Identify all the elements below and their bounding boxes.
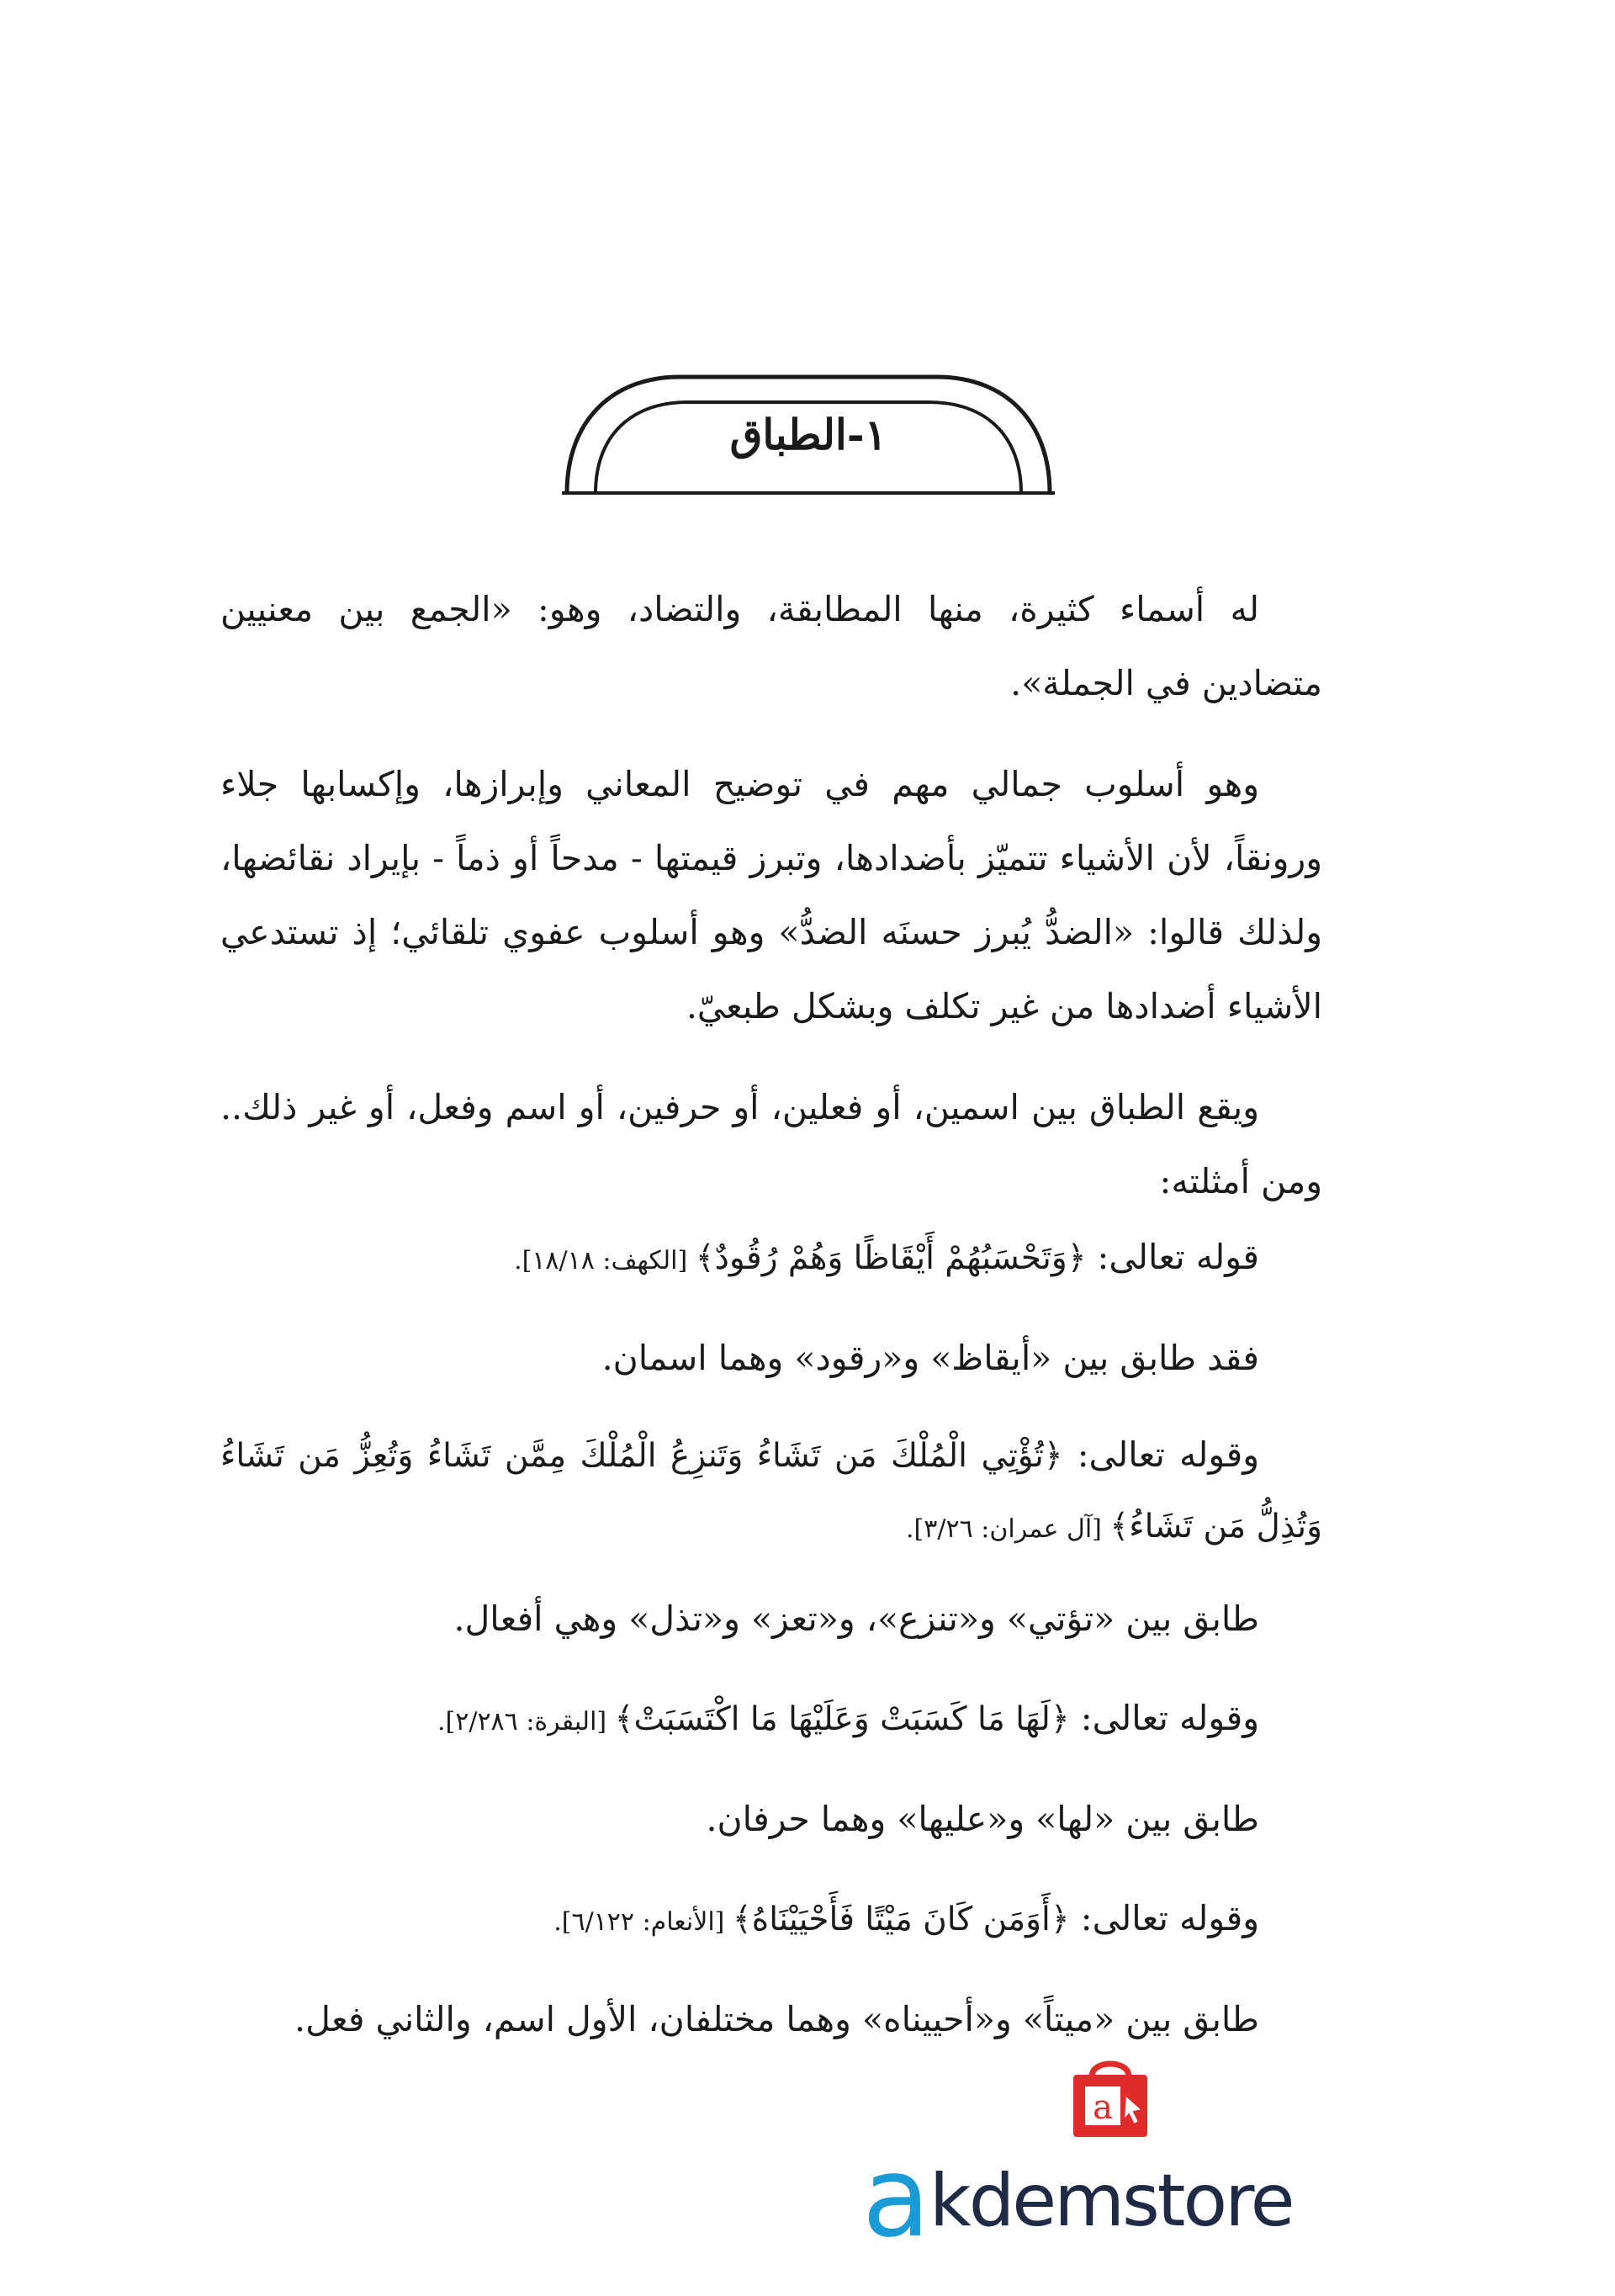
quran-verse: ﴿تُؤْتِي الْمُلْكَ مَن تَشَاءُ وَتَنزِعُ الْمُلْكَ مِمَّن تَشَاءُ وَتُعِزُّ مَن تَشَاءُ وَتُذِلُّ مَن تَشَاءُ﴾ [220, 1437, 1322, 1546]
example-verse [220, 1681, 1322, 1759]
store-logo-text: a kdemstore [862, 2133, 1293, 2263]
verse-intro: وقوله تعالى: [1062, 1434, 1259, 1475]
verse-reference: [البقرة: ٢/٢٨٦]. [437, 1707, 615, 1737]
example-comment: طابق بين «ميتاً» و«أحييناه» وهما مختلفان، الأول اسم، والثاني فعل. [294, 1999, 1259, 2039]
example-verse [220, 1881, 1322, 1959]
example-comment: طابق بين «لها» و«عليها» وهما حرفان. [706, 1799, 1259, 1839]
verse-reference: [آل عمران: ٣/٢٦]. [905, 1514, 1110, 1544]
section-title: ١-الطباق [729, 409, 887, 459]
example-verse [220, 1420, 1322, 1564]
example-comment: طابق بين «تؤتي» و«تنزع»، و«تعز» و«تذل» وهي أفعال. [453, 1599, 1259, 1639]
quran-verse: ﴿أَوَمَن كَانَ مَيْتًا فَأَحْيَيْنَاهُ﴾ [732, 1901, 1070, 1938]
verse-intro: قوله تعالى: [1086, 1237, 1259, 1277]
example-verse [220, 1220, 1322, 1298]
paragraph-text: ويقع الطباق بين اسمين، أو فعلين، أو حرفين، أو اسم وفعل، أو غير ذلك.. ومن أمثلته: [220, 1087, 1322, 1201]
verse-reference: [الكهف: ١٨/١٨]. [514, 1246, 696, 1275]
paragraph-description [220, 747, 1322, 1043]
verse-intro: وقوله تعالى: [1069, 1698, 1259, 1738]
verse-reference: [الأنعام: ٦/١٢٢]. [553, 1907, 733, 1937]
shopping-bag-icon [1067, 2053, 1154, 2140]
paragraph-definition [220, 572, 1322, 720]
section-title-banner [562, 370, 1055, 498]
quran-verse: ﴿وَتَحْسَبُهُمْ أَيْقَاظًا وَهُمْ رُقُودٌ﴾ [695, 1239, 1087, 1277]
store-logo [862, 2053, 1333, 2263]
svg-text:a: a [1093, 2088, 1113, 2127]
paragraph-types [220, 1070, 1322, 1218]
example-comment: فقد طابق بين «أيقاظ» و«رقود» وهما اسمان. [601, 1338, 1259, 1378]
paragraph-text: وهو أسلوب جمالي مهم في توضيح المعاني وإبرازها، وإكسابها جلاء ورونقاً، لأن الأشياء تتميّز بأضدادها، وتبرز قيمتها - مدحاً أو ذماً - بإيراد نقائضها، ولذلك قالوا: «الضدُّ يُبرز حسنَه الضدُّ» وهو أسلوب عفوي تلقائي؛ إذ تستدعي الأشياء أضدادها من غير تكلف وبشكل طبعيّ. [220, 764, 1322, 1026]
paragraph-text: له أسماء كثيرة، منها المطابقة، والتضاد، وهو: «الجمع بين معنيين متضادين في الجملة». [220, 589, 1322, 703]
verse-intro: وقوله تعالى: [1069, 1898, 1259, 1938]
quran-verse: ﴿لَهَا مَا كَسَبَتْ وَعَلَيْهَا مَا اكْتَسَبَتْ﴾ [614, 1700, 1070, 1738]
